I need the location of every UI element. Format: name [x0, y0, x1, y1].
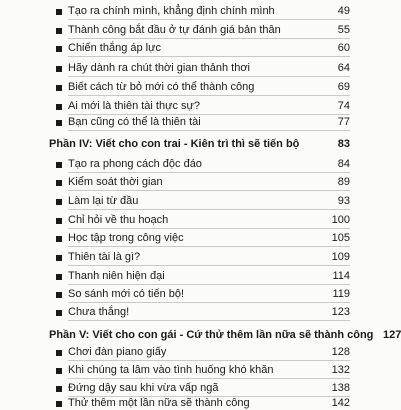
toc-entry	[68, 227, 350, 245]
toc-entry	[68, 111, 350, 129]
toc-entry-title: Thanh niên hiện đại	[68, 270, 165, 282]
toc-entry	[68, 246, 350, 264]
toc-entry-page: 142	[331, 397, 350, 409]
toc-entry	[68, 301, 350, 319]
toc-entry-title: Kiểm soát thời gian	[68, 176, 163, 188]
bullet-icon	[56, 180, 62, 186]
toc-entry-page: 93	[337, 195, 350, 207]
toc-entry-title: Khi chúng ta lâm vào tình huống khó khăn	[68, 364, 274, 376]
bullet-icon	[56, 386, 62, 392]
toc-entry-page: 74	[337, 100, 350, 112]
toc-entry-title: Biết cách từ bỏ mới có thể thành công	[68, 81, 255, 93]
toc-entry-page: 64	[337, 62, 350, 74]
toc-entry	[68, 190, 350, 208]
toc-entry-page: 55	[337, 24, 350, 36]
toc-entry-page: 132	[331, 364, 350, 376]
bullet-icon	[56, 236, 62, 242]
toc-entry-page: 119	[332, 288, 350, 300]
part-page: 83	[337, 138, 350, 150]
toc-entry-page: 60	[337, 42, 350, 54]
toc-entry-title: Chỉ hỏi về thu hoạch	[68, 214, 169, 226]
toc-entry	[68, 341, 350, 359]
bullet-icon	[56, 292, 62, 298]
part-heading	[49, 324, 401, 342]
toc-entry-page: 114	[332, 270, 350, 282]
toc-entry	[68, 392, 350, 410]
part-title: Phần V: Viết cho con gái - Cứ thử thêm lần nữa sẽ thành công	[49, 329, 374, 341]
bullet-icon	[56, 255, 62, 261]
bullet-icon	[56, 199, 62, 205]
toc-entry-page: 123	[331, 306, 350, 318]
bullet-icon	[56, 85, 62, 91]
toc-entry-page: 77	[337, 116, 350, 128]
bullet-icon	[56, 66, 62, 72]
bullet-icon	[56, 120, 62, 126]
bullet-icon	[56, 218, 62, 224]
toc-entry	[68, 359, 350, 377]
toc-entry-title: Tạo ra phong cách độc đáo	[68, 158, 202, 170]
bullet-icon	[56, 9, 62, 15]
toc-entry	[68, 57, 350, 75]
toc-entry	[68, 0, 350, 18]
bullet-icon	[56, 274, 62, 280]
toc-entry-page: 105	[331, 232, 350, 244]
toc-entry	[68, 283, 350, 301]
toc-entry-page: 49	[337, 5, 350, 17]
toc-entry-title: So sánh mới có tiến bộ!	[68, 288, 185, 300]
toc-entry-page: 89	[337, 176, 350, 188]
toc-entry-page: 138	[331, 382, 350, 394]
toc-entry-page: 69	[337, 81, 350, 93]
toc-entry	[68, 153, 350, 171]
toc-entry-title: Chơi đàn piano giấy	[68, 346, 167, 358]
toc-entry	[68, 76, 350, 94]
toc-entry-title: Thiên tài là gì?	[68, 251, 141, 263]
toc-entry-title: Thành công bắt đầu ở tự đánh giá bản thân	[68, 24, 281, 36]
bullet-icon	[56, 401, 62, 407]
part-title: Phần IV: Viết cho con trai - Kiên trì thì sẽ tiến bộ	[49, 138, 300, 150]
toc-entry-title: Tạo ra chính mình, khẳng định chính mình	[68, 5, 275, 17]
toc-entry-title: Đứng dậy sau khi vừa vấp ngã	[68, 382, 219, 394]
toc-entry	[68, 19, 350, 37]
toc-entry-title: Bạn cũng có thể là thiên tài	[68, 116, 201, 128]
toc-entry	[68, 209, 350, 227]
bullet-icon	[56, 104, 62, 110]
toc-entry-title: Thử thêm một lần nữa sẽ thành công	[68, 397, 250, 409]
toc-divider	[68, 130, 350, 131]
toc-divider	[68, 320, 350, 321]
toc-entry-page: 128	[331, 346, 350, 358]
toc-entry	[68, 265, 350, 283]
toc-entry-page: 109	[331, 251, 350, 263]
bullet-icon	[56, 28, 62, 34]
toc-entry-title: Ai mới là thiên tài thực sự?	[68, 100, 200, 112]
bullet-icon	[56, 368, 62, 374]
part-heading	[49, 133, 350, 151]
toc-entry-title: Làm lại từ đầu	[68, 195, 139, 207]
toc-entry-title: Học tập trong công việc	[68, 232, 184, 244]
bullet-icon	[56, 350, 62, 356]
toc-entry-title: Chiến thắng áp lực	[68, 42, 161, 54]
toc-entry-title: Chưa thắng!	[68, 306, 130, 318]
toc-entry-page: 84	[337, 158, 350, 170]
part-page: 127	[383, 329, 401, 341]
toc-entry	[68, 171, 350, 189]
toc-entry	[68, 37, 350, 55]
toc-entry-title: Hãy dành ra chút thời gian thảnh thơi	[68, 62, 250, 74]
bullet-icon	[56, 162, 62, 168]
bullet-icon	[56, 46, 62, 52]
bullet-icon	[56, 310, 62, 316]
toc-entry-page: 100	[331, 214, 350, 226]
